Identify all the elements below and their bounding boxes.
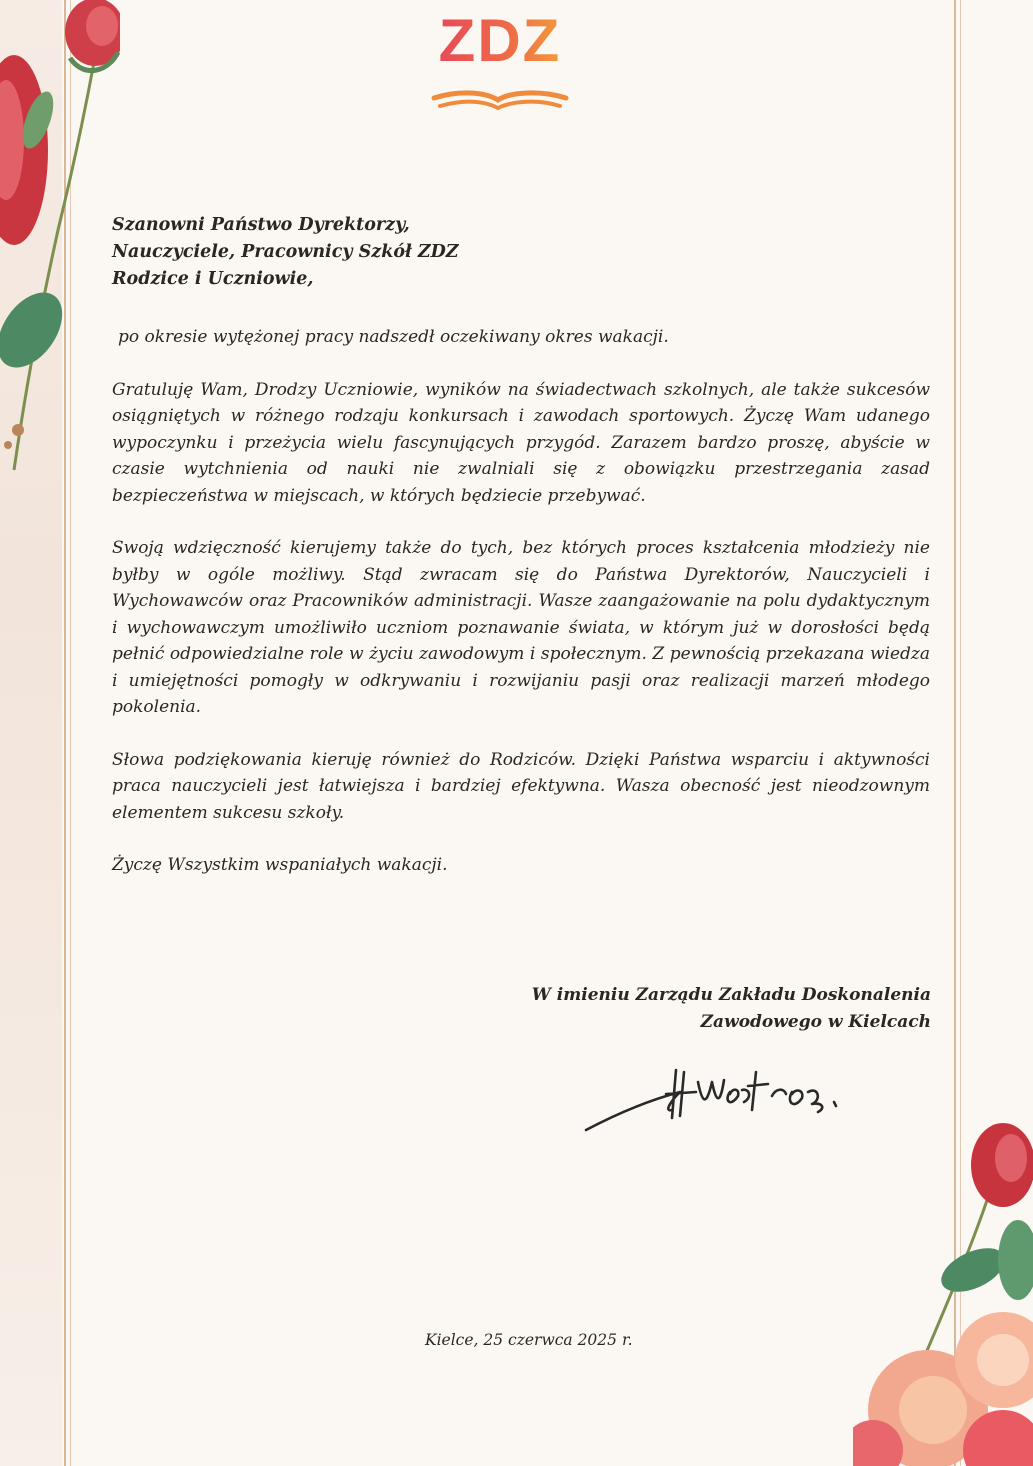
- salutation-line: Rodzice i Uczniowie,: [112, 269, 314, 289]
- intro-paragraph: po okresie wytężonej pracy nadszedł oczekiwany okres wakacji.: [118, 327, 669, 347]
- closing-block: [532, 982, 931, 1036]
- logo-text: ZDZ: [430, 6, 570, 76]
- letter-body: [112, 212, 930, 879]
- congratulations-paragraph: Gratuluję Wam, Drodzy Uczniowie, wyników na świadectwach szkolnych, ale także sukcesów osiągniętych w różnego rodzaju konkursach i zawodach sportowych. Życzę Wam udanego wypoczynku i przeżycia wielu fascynujących przygód. Zarazem bardzo proszę, abyście w czasie wytchnienia od nauki nie zwalniali się z obowiązku przestrzegania zasad bezpieczeństwa w miejscach, w których będziecie przebywać.: [112, 379, 930, 506]
- open-book-icon: [430, 84, 570, 114]
- roses-bottom-right-decoration: [853, 1110, 1033, 1466]
- salutation-line: Nauczyciele, Pracownicy Szkół ZDZ: [112, 242, 459, 262]
- closing-line: W imieniu Zarządu Zakładu Doskonalenia: [531, 985, 931, 1005]
- zdz-logo: [430, 6, 570, 116]
- wishes-paragraph: Życzę Wszystkim wspaniałych wakacji.: [112, 855, 448, 875]
- gratitude-parents-paragraph: Słowa podziękowania kieruję również do Rodziców. Dzięki Państwa wsparciu i aktywności praca nauczycieli jest łatwiejsza i bardziej efektywna. Wasza obecność jest nieodzownym elementem sukcesu szkoły.: [112, 749, 930, 823]
- gratitude-staff-paragraph: Swoją wdzięczność kierujemy także do tych, bez których proces kształcenia młodzieży nie byłby w ogóle możliwy. Stąd zwracam się do Państwa Dyrektorów, Nauczycieli i Wychowawców oraz Pracowników administracji. Wasze zaangażowanie na polu dydaktycznym i wychowawczym umożliwiło uczniom poznawanie świata, w którym już w dorosłości będą pełnić odpowiedzialne role w życiu zawodowym i społecznym. Z pewnością przekazana wiedza i umiejętności pomogły w odkrywaniu i rozwijaniu pasji oraz realizacji marzeń młodego pokolenia.: [112, 538, 930, 717]
- salutation-line: Szanowni Państwo Dyrektorzy,: [112, 215, 410, 235]
- handwritten-signature: [580, 1052, 850, 1142]
- closing-line: Zawodowego w Kielcach: [700, 1012, 931, 1032]
- rose-top-left-decoration: [0, 0, 120, 480]
- place-date: Kielce, 25 czerwca 2025 r.: [425, 1331, 633, 1349]
